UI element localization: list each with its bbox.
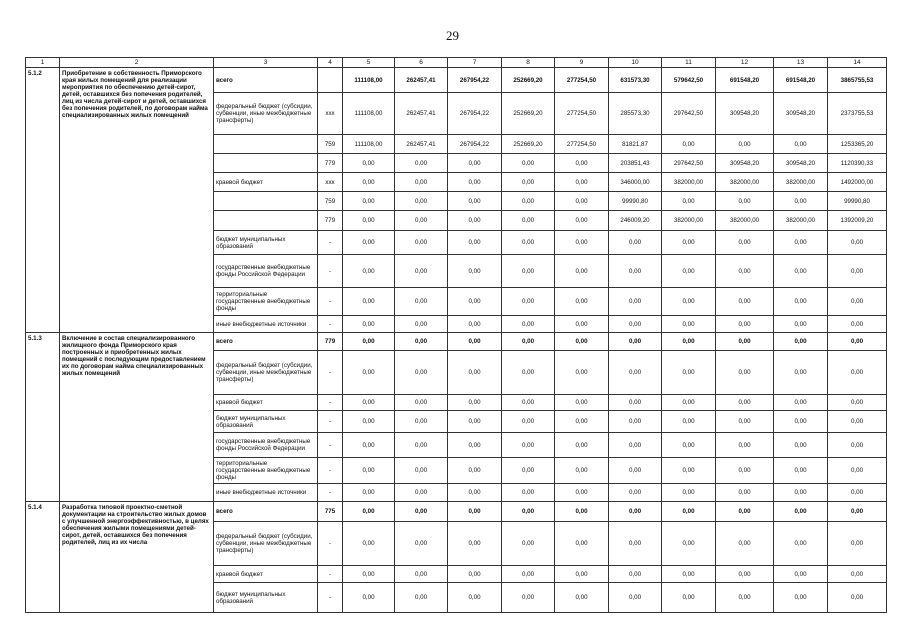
amount-cell: 0,00 xyxy=(502,316,555,333)
funding-source: бюджет муниципальных образований xyxy=(214,231,318,255)
amount-cell: 0,00 xyxy=(774,522,828,566)
section-name: Включение в состав специализированного жилищного фонда Приморского края построенных и приобретенных жилых помещений с последующим предоставлением их по договорам найма специализированных жилых помещений xyxy=(60,333,214,502)
amount-cell: 0,00 xyxy=(662,288,716,316)
amount-cell: 0,00 xyxy=(395,316,448,333)
amount-cell: 252669,20 xyxy=(502,68,555,93)
amount-cell: 99990,80 xyxy=(828,192,887,211)
amount-cell: 111108,00 xyxy=(343,135,395,154)
funding-source: федеральный бюджет (субсидии, субвенции, иные межбюджетные трансферты) xyxy=(214,351,318,395)
amount-cell: 0,00 xyxy=(828,566,887,583)
amount-cell: 0,00 xyxy=(555,411,609,433)
amount-cell: 0,00 xyxy=(395,255,448,288)
budget-code: - xyxy=(318,316,343,333)
amount-cell: 262457,41 xyxy=(395,93,448,135)
amount-cell: 0,00 xyxy=(448,411,502,433)
amount-cell: 0,00 xyxy=(343,173,395,192)
funding-source: всего xyxy=(214,68,318,93)
funding-source xyxy=(214,154,318,173)
budget-code: - xyxy=(318,288,343,316)
amount-cell: 262457,41 xyxy=(395,68,448,93)
column-header: 3 xyxy=(214,58,318,68)
amount-cell: 309548,20 xyxy=(774,154,828,173)
amount-cell: 0,00 xyxy=(609,502,662,522)
column-header: 2 xyxy=(60,58,214,68)
amount-cell: 267954,22 xyxy=(448,68,502,93)
amount-cell: 277254,50 xyxy=(555,93,609,135)
amount-cell: 111108,00 xyxy=(343,93,395,135)
amount-cell: 0,00 xyxy=(662,458,716,484)
amount-cell: 0,00 xyxy=(662,395,716,411)
budget-code: - xyxy=(318,433,343,458)
header-row xyxy=(26,58,887,68)
amount-cell: 0,00 xyxy=(662,566,716,583)
amount-cell: 0,00 xyxy=(774,333,828,351)
amount-cell: 382000,00 xyxy=(716,173,774,192)
amount-cell: 0,00 xyxy=(828,231,887,255)
amount-cell: 0,00 xyxy=(502,173,555,192)
amount-cell: 297642,50 xyxy=(662,154,716,173)
amount-cell: 0,00 xyxy=(716,351,774,395)
amount-cell: 1120390,33 xyxy=(828,154,887,173)
funding-source: территориальные государственные внебюджетные фонды xyxy=(214,288,318,316)
amount-cell: 0,00 xyxy=(774,433,828,458)
amount-cell: 0,00 xyxy=(662,192,716,211)
amount-cell: 0,00 xyxy=(609,411,662,433)
amount-cell: 0,00 xyxy=(502,583,555,613)
amount-cell: 382000,00 xyxy=(662,211,716,231)
amount-cell: 0,00 xyxy=(502,333,555,351)
amount-cell: 0,00 xyxy=(716,333,774,351)
amount-cell: 99990,80 xyxy=(609,192,662,211)
amount-cell: 0,00 xyxy=(716,192,774,211)
funding-source: краевой бюджет xyxy=(214,173,318,192)
budget-code: - xyxy=(318,583,343,613)
amount-cell: 0,00 xyxy=(448,458,502,484)
amount-cell: 0,00 xyxy=(555,211,609,231)
amount-cell: 1392009,20 xyxy=(828,211,887,231)
amount-cell: 0,00 xyxy=(395,566,448,583)
amount-cell: 0,00 xyxy=(716,255,774,288)
amount-cell: 0,00 xyxy=(662,316,716,333)
amount-cell: 0,00 xyxy=(828,433,887,458)
amount-cell: 309548,20 xyxy=(716,93,774,135)
amount-cell: 0,00 xyxy=(662,135,716,154)
amount-cell: 0,00 xyxy=(662,351,716,395)
amount-cell: 0,00 xyxy=(662,522,716,566)
amount-cell: 0,00 xyxy=(555,255,609,288)
funding-source: краевой бюджет xyxy=(214,566,318,583)
amount-cell: 0,00 xyxy=(555,433,609,458)
funding-source: государственные внебюджетные фонды Российской Федерации xyxy=(214,255,318,288)
amount-cell: 0,00 xyxy=(343,395,395,411)
funding-source: краевой бюджет xyxy=(214,395,318,411)
amount-cell: 0,00 xyxy=(395,458,448,484)
amount-cell: 277254,50 xyxy=(555,135,609,154)
amount-cell: 0,00 xyxy=(716,395,774,411)
amount-cell: 0,00 xyxy=(343,566,395,583)
amount-cell: 0,00 xyxy=(716,411,774,433)
budget-code: 759 xyxy=(318,192,343,211)
section-name: Приобретение в собственность Приморского края жилых помещений для реализации мероприятия по обеспечению детей-сирот, детей, оставшихся без попечения родителей, лиц из числа детей-сирот и детей, оставшихся без попечения родителей, по договорам найма специализированных жилых помещений xyxy=(60,68,214,333)
amount-cell: 0,00 xyxy=(774,566,828,583)
amount-cell: 0,00 xyxy=(555,192,609,211)
table-row xyxy=(26,502,887,522)
amount-cell: 0,00 xyxy=(502,351,555,395)
amount-cell: 0,00 xyxy=(609,231,662,255)
amount-cell: 0,00 xyxy=(448,502,502,522)
amount-cell: 579642,50 xyxy=(662,68,716,93)
amount-cell: 0,00 xyxy=(395,522,448,566)
amount-cell: 267954,22 xyxy=(448,135,502,154)
amount-cell: 0,00 xyxy=(448,154,502,173)
amount-cell: 0,00 xyxy=(448,333,502,351)
amount-cell: 0,00 xyxy=(774,395,828,411)
amount-cell: 0,00 xyxy=(395,231,448,255)
amount-cell: 382000,00 xyxy=(662,173,716,192)
amount-cell: 0,00 xyxy=(502,502,555,522)
amount-cell: 0,00 xyxy=(716,502,774,522)
amount-cell: 0,00 xyxy=(662,433,716,458)
column-header: 14 xyxy=(828,58,887,68)
amount-cell: 0,00 xyxy=(609,316,662,333)
amount-cell: 0,00 xyxy=(343,583,395,613)
amount-cell: 0,00 xyxy=(343,316,395,333)
amount-cell: 0,00 xyxy=(555,522,609,566)
amount-cell: 0,00 xyxy=(828,502,887,522)
amount-cell: 0,00 xyxy=(502,395,555,411)
amount-cell: 0,00 xyxy=(502,566,555,583)
amount-cell: 382000,00 xyxy=(774,173,828,192)
amount-cell: 0,00 xyxy=(395,211,448,231)
amount-cell: 0,00 xyxy=(555,231,609,255)
funding-source: иные внебюджетные источники xyxy=(214,484,318,502)
amount-cell: 0,00 xyxy=(774,192,828,211)
amount-cell: 0,00 xyxy=(828,255,887,288)
amount-cell: 0,00 xyxy=(774,255,828,288)
amount-cell: 0,00 xyxy=(448,484,502,502)
amount-cell: 0,00 xyxy=(716,288,774,316)
amount-cell: 0,00 xyxy=(395,173,448,192)
amount-cell: 0,00 xyxy=(448,173,502,192)
amount-cell: 0,00 xyxy=(555,173,609,192)
amount-cell: 0,00 xyxy=(343,333,395,351)
amount-cell: 0,00 xyxy=(395,411,448,433)
amount-cell: 0,00 xyxy=(343,192,395,211)
budget-code: - xyxy=(318,484,343,502)
amount-cell: 0,00 xyxy=(609,458,662,484)
amount-cell: 0,00 xyxy=(774,484,828,502)
funding-source xyxy=(214,211,318,231)
amount-cell: 0,00 xyxy=(716,433,774,458)
amount-cell: 0,00 xyxy=(716,522,774,566)
amount-cell: 0,00 xyxy=(448,583,502,613)
amount-cell: 0,00 xyxy=(828,316,887,333)
amount-cell: 382000,00 xyxy=(716,211,774,231)
amount-cell: 267954,22 xyxy=(448,93,502,135)
amount-cell: 0,00 xyxy=(774,288,828,316)
amount-cell: 81821,87 xyxy=(609,135,662,154)
amount-cell: 0,00 xyxy=(774,231,828,255)
amount-cell: 0,00 xyxy=(555,583,609,613)
budget-code: - xyxy=(318,395,343,411)
amount-cell: 0,00 xyxy=(448,255,502,288)
amount-cell: 246009,20 xyxy=(609,211,662,231)
budget-code: - xyxy=(318,566,343,583)
amount-cell: 0,00 xyxy=(343,502,395,522)
budget-code: 759 xyxy=(318,135,343,154)
amount-cell: 0,00 xyxy=(555,502,609,522)
column-header: 11 xyxy=(662,58,716,68)
amount-cell: 0,00 xyxy=(828,583,887,613)
amount-cell: 691548,20 xyxy=(774,68,828,93)
amount-cell: 0,00 xyxy=(774,458,828,484)
amount-cell: 0,00 xyxy=(716,566,774,583)
section-index: 5.1.3 xyxy=(26,333,60,502)
amount-cell: 0,00 xyxy=(609,351,662,395)
funding-source: бюджет муниципальных образований xyxy=(214,411,318,433)
amount-cell: 0,00 xyxy=(555,566,609,583)
amount-cell: 0,00 xyxy=(502,484,555,502)
amount-cell: 0,00 xyxy=(343,433,395,458)
amount-cell: 0,00 xyxy=(555,154,609,173)
amount-cell: 262457,41 xyxy=(395,135,448,154)
funding-source: бюджет муниципальных образований xyxy=(214,583,318,613)
amount-cell: 0,00 xyxy=(555,484,609,502)
amount-cell: 0,00 xyxy=(716,583,774,613)
amount-cell: 0,00 xyxy=(716,231,774,255)
budget-code: - xyxy=(318,458,343,484)
amount-cell: 0,00 xyxy=(502,255,555,288)
amount-cell: 0,00 xyxy=(555,288,609,316)
budget-code: - xyxy=(318,255,343,288)
amount-cell: 0,00 xyxy=(395,288,448,316)
amount-cell: 0,00 xyxy=(609,255,662,288)
amount-cell: 0,00 xyxy=(662,502,716,522)
amount-cell: 0,00 xyxy=(448,566,502,583)
budget-code: 775 xyxy=(318,502,343,522)
amount-cell: 0,00 xyxy=(828,484,887,502)
budget-table xyxy=(25,57,887,613)
amount-cell: 0,00 xyxy=(828,351,887,395)
amount-cell: 0,00 xyxy=(774,351,828,395)
budget-code: 779 xyxy=(318,211,343,231)
amount-cell: 0,00 xyxy=(502,433,555,458)
amount-cell: 0,00 xyxy=(448,522,502,566)
amount-cell: 0,00 xyxy=(828,333,887,351)
amount-cell: 0,00 xyxy=(662,583,716,613)
table-row xyxy=(26,333,887,351)
amount-cell: 0,00 xyxy=(774,411,828,433)
page-number: 29 xyxy=(446,28,459,43)
section-index: 5.1.4 xyxy=(26,502,60,613)
amount-cell: 0,00 xyxy=(395,192,448,211)
amount-cell: 0,00 xyxy=(448,192,502,211)
amount-cell: 0,00 xyxy=(448,211,502,231)
amount-cell: 0,00 xyxy=(395,484,448,502)
amount-cell: 0,00 xyxy=(502,411,555,433)
budget-code: 779 xyxy=(318,154,343,173)
amount-cell: 0,00 xyxy=(395,154,448,173)
amount-cell: 0,00 xyxy=(828,395,887,411)
amount-cell: 631573,30 xyxy=(609,68,662,93)
amount-cell: 0,00 xyxy=(343,411,395,433)
amount-cell: 0,00 xyxy=(828,458,887,484)
amount-cell: 0,00 xyxy=(609,433,662,458)
budget-code: 779 xyxy=(318,333,343,351)
amount-cell: 0,00 xyxy=(502,458,555,484)
column-header: 1 xyxy=(26,58,60,68)
budget-code: xxx xyxy=(318,93,343,135)
amount-cell: 0,00 xyxy=(395,395,448,411)
column-header: 6 xyxy=(395,58,448,68)
amount-cell: 0,00 xyxy=(716,316,774,333)
amount-cell: 0,00 xyxy=(662,333,716,351)
amount-cell: 382000,00 xyxy=(774,211,828,231)
amount-cell: 0,00 xyxy=(502,231,555,255)
amount-cell: 0,00 xyxy=(502,288,555,316)
funding-source: всего xyxy=(214,333,318,351)
amount-cell: 0,00 xyxy=(502,211,555,231)
amount-cell: 0,00 xyxy=(774,502,828,522)
amount-cell: 0,00 xyxy=(502,192,555,211)
amount-cell: 277254,50 xyxy=(555,68,609,93)
amount-cell: 0,00 xyxy=(343,458,395,484)
budget-code xyxy=(318,68,343,93)
amount-cell: 285573,30 xyxy=(609,93,662,135)
amount-cell: 0,00 xyxy=(609,288,662,316)
funding-source: государственные внебюджетные фонды Российской Федерации xyxy=(214,433,318,458)
funding-source: иные внебюджетные источники xyxy=(214,316,318,333)
funding-source: федеральный бюджет (субсидии, субвенции, иные межбюджетные трансферты) xyxy=(214,522,318,566)
amount-cell: 0,00 xyxy=(609,333,662,351)
budget-code: - xyxy=(318,411,343,433)
amount-cell: 297642,50 xyxy=(662,93,716,135)
amount-cell: 0,00 xyxy=(343,288,395,316)
budget-code: - xyxy=(318,522,343,566)
amount-cell: 0,00 xyxy=(555,351,609,395)
amount-cell: 0,00 xyxy=(555,316,609,333)
amount-cell: 0,00 xyxy=(716,135,774,154)
section-index: 5.1.2 xyxy=(26,68,60,333)
column-header: 5 xyxy=(343,58,395,68)
amount-cell: 0,00 xyxy=(395,583,448,613)
budget-code: xxx xyxy=(318,173,343,192)
amount-cell: 0,00 xyxy=(662,231,716,255)
funding-source xyxy=(214,192,318,211)
amount-cell: 0,00 xyxy=(716,458,774,484)
amount-cell: 0,00 xyxy=(828,411,887,433)
amount-cell: 0,00 xyxy=(395,502,448,522)
amount-cell: 0,00 xyxy=(343,231,395,255)
column-header: 8 xyxy=(502,58,555,68)
amount-cell: 0,00 xyxy=(502,154,555,173)
column-header: 9 xyxy=(555,58,609,68)
amount-cell: 0,00 xyxy=(343,154,395,173)
amount-cell: 0,00 xyxy=(555,458,609,484)
section-name: Разработка типовой проектно-сметной документации на строительство жилых домов с улучшенной энергоэффективностью, в целях обеспечения жилыми помещениями детей-сирот, детей, оставшихся без попечения родителей, лиц из их числа xyxy=(60,502,214,613)
amount-cell: 0,00 xyxy=(609,566,662,583)
amount-cell: 0,00 xyxy=(448,433,502,458)
budget-code: - xyxy=(318,351,343,395)
table-row xyxy=(26,68,887,93)
amount-cell: 0,00 xyxy=(448,231,502,255)
amount-cell: 0,00 xyxy=(609,484,662,502)
column-header: 4 xyxy=(318,58,343,68)
amount-cell: 0,00 xyxy=(662,255,716,288)
amount-cell: 0,00 xyxy=(343,211,395,231)
amount-cell: 111108,00 xyxy=(343,68,395,93)
amount-cell: 0,00 xyxy=(343,351,395,395)
amount-cell: 0,00 xyxy=(395,433,448,458)
amount-cell: 0,00 xyxy=(555,395,609,411)
amount-cell: 0,00 xyxy=(828,288,887,316)
column-header: 13 xyxy=(774,58,828,68)
amount-cell: 0,00 xyxy=(662,484,716,502)
amount-cell: 0,00 xyxy=(395,351,448,395)
amount-cell: 0,00 xyxy=(343,522,395,566)
funding-source: территориальные государственные внебюджетные фонды xyxy=(214,458,318,484)
amount-cell: 252669,20 xyxy=(502,135,555,154)
amount-cell: 0,00 xyxy=(343,255,395,288)
amount-cell: 309548,20 xyxy=(716,154,774,173)
funding-source xyxy=(214,135,318,154)
amount-cell: 0,00 xyxy=(448,288,502,316)
budget-code: - xyxy=(318,231,343,255)
amount-cell: 0,00 xyxy=(774,316,828,333)
amount-cell: 0,00 xyxy=(774,135,828,154)
amount-cell: 0,00 xyxy=(395,333,448,351)
amount-cell: 0,00 xyxy=(343,484,395,502)
amount-cell: 0,00 xyxy=(448,351,502,395)
amount-cell: 1492000,00 xyxy=(828,173,887,192)
amount-cell: 0,00 xyxy=(828,522,887,566)
amount-cell: 0,00 xyxy=(555,333,609,351)
amount-cell: 203851,43 xyxy=(609,154,662,173)
amount-cell: 1253365,20 xyxy=(828,135,887,154)
funding-source: всего xyxy=(214,502,318,522)
amount-cell: 346000,00 xyxy=(609,173,662,192)
amount-cell: 0,00 xyxy=(716,484,774,502)
table-body xyxy=(26,58,887,613)
amount-cell: 0,00 xyxy=(448,395,502,411)
amount-cell: 0,00 xyxy=(609,583,662,613)
amount-cell: 0,00 xyxy=(502,522,555,566)
amount-cell: 309548,20 xyxy=(774,93,828,135)
column-header: 10 xyxy=(609,58,662,68)
amount-cell: 2373755,53 xyxy=(828,93,887,135)
amount-cell: 252669,20 xyxy=(502,93,555,135)
amount-cell: 0,00 xyxy=(448,316,502,333)
column-header: 12 xyxy=(716,58,774,68)
column-header: 7 xyxy=(448,58,502,68)
amount-cell: 0,00 xyxy=(662,411,716,433)
amount-cell: 0,00 xyxy=(609,395,662,411)
amount-cell: 0,00 xyxy=(609,522,662,566)
amount-cell: 3865755,53 xyxy=(828,68,887,93)
amount-cell: 0,00 xyxy=(774,583,828,613)
funding-source: федеральный бюджет (субсидии, субвенции, иные межбюджетные трансферты) xyxy=(214,93,318,135)
amount-cell: 691548,20 xyxy=(716,68,774,93)
